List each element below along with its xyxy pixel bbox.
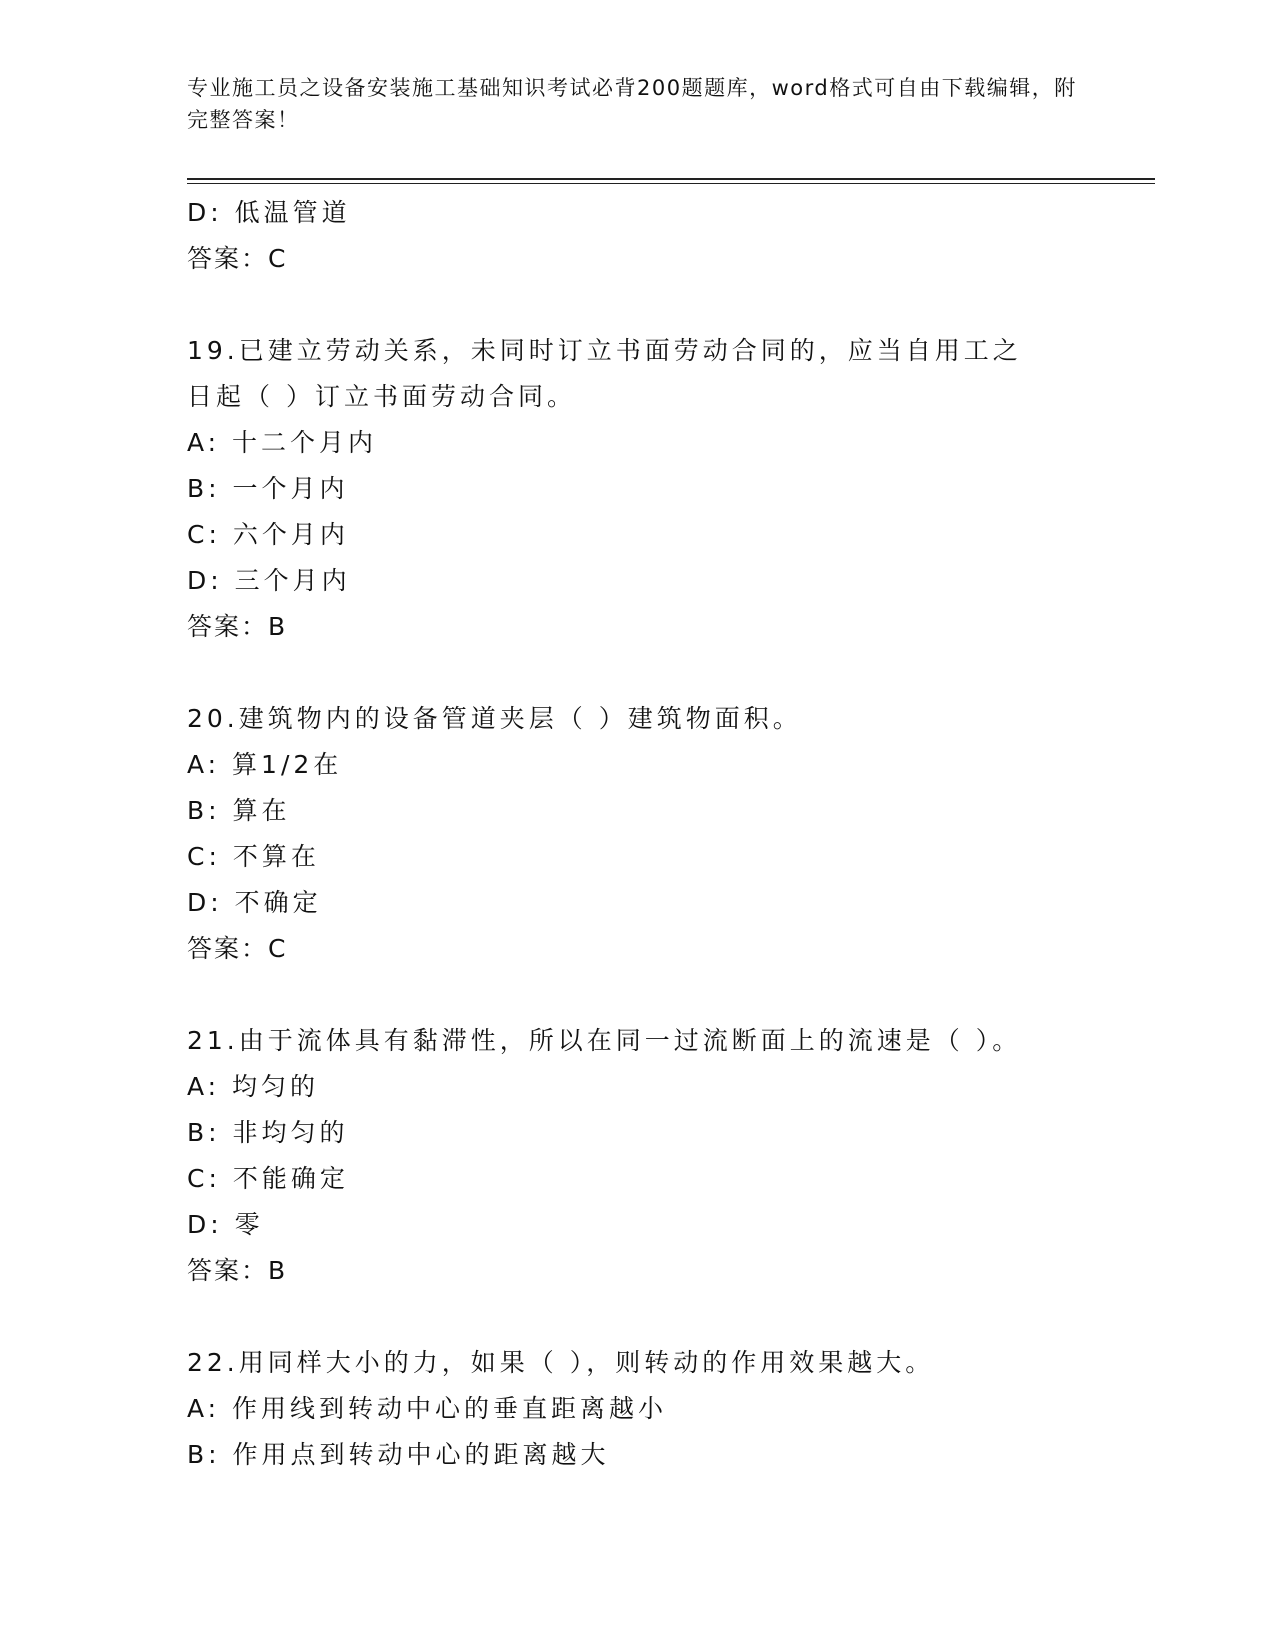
question-text: 20.建筑物内的设备管道夹层（ ）建筑物面积。 <box>187 704 802 733</box>
header-rule-thin <box>187 183 1155 184</box>
question-21 <box>187 1018 1087 1294</box>
prev-answer: 答案：C <box>187 244 288 273</box>
option-a: A: 均匀的 <box>187 1072 320 1101</box>
header-title: 专业施工员之设备安装施工基础知识考试必背200题题库，word格式可自由下载编辑，附完整答案！ <box>187 76 1077 132</box>
option-d: D: 不确定 <box>187 888 322 917</box>
option-d: D: 零 <box>187 1210 264 1239</box>
question-22 <box>187 1340 1087 1478</box>
option-b: B: 一个月内 <box>187 474 349 503</box>
option-a: A: 算1/2在 <box>187 750 343 779</box>
option-b: B: 作用点到转动中心的距离越大 <box>187 1440 610 1469</box>
answer: 答案：B <box>187 1256 288 1285</box>
header-rule-thick <box>187 178 1155 180</box>
option-c: C: 六个月内 <box>187 520 349 549</box>
option-c: C: 不能确定 <box>187 1164 349 1193</box>
answer: 答案：C <box>187 934 288 963</box>
question-text: 22.用同样大小的力，如果（ ），则转动的作用效果越大。 <box>187 1348 935 1377</box>
option-b: B: 算在 <box>187 796 291 825</box>
option-b: B: 非均匀的 <box>187 1118 349 1147</box>
question-list <box>187 190 1087 1478</box>
option-c: C: 不算在 <box>187 842 320 871</box>
option-a: A: 作用线到转动中心的垂直距离越小 <box>187 1394 668 1423</box>
question-19 <box>187 328 1087 650</box>
option-d: D: 三个月内 <box>187 566 351 595</box>
prev-option-d: D: 低温管道 <box>187 198 351 227</box>
question-20 <box>187 696 1087 972</box>
question-text: 19.已建立劳动关系，未同时订立书面劳动合同的，应当自用工之日起（ ）订立书面劳动合同。 <box>187 336 1022 411</box>
document-header <box>187 72 1087 136</box>
answer: 答案：B <box>187 612 288 641</box>
question-text: 21.由于流体具有黏滞性，所以在同一过流断面上的流速是（ ）。 <box>187 1026 1022 1055</box>
option-a: A: 十二个月内 <box>187 428 378 457</box>
